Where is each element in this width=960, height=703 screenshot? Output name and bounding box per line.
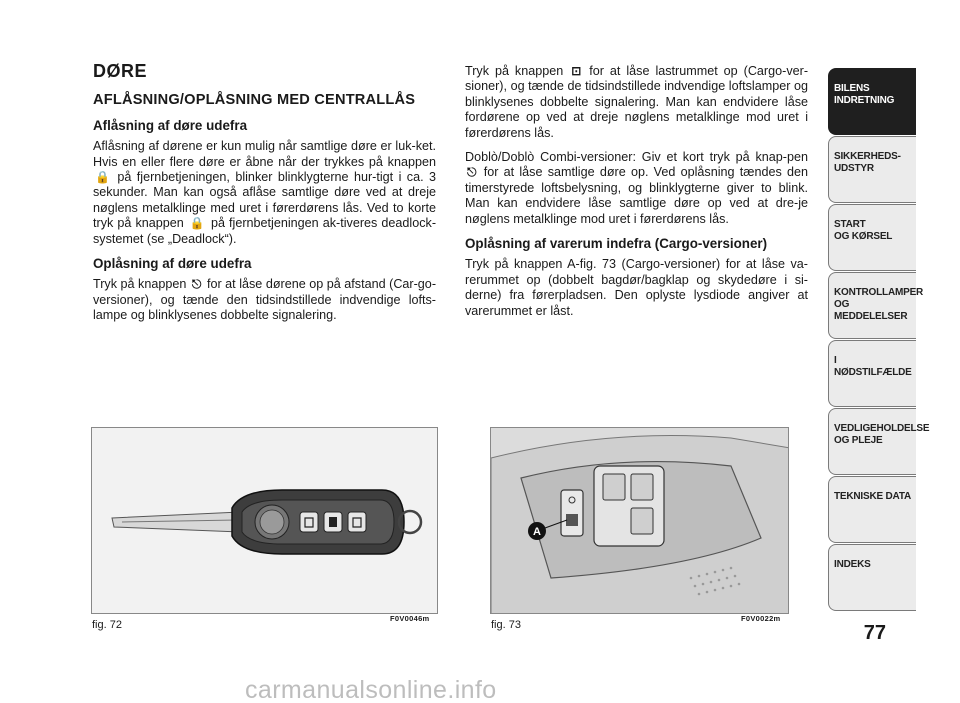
figure-73-code: F0V0022m (741, 614, 781, 623)
tab-kontrollamper[interactable]: KONTROLLAMPER OG MEDDELELSER (828, 272, 916, 339)
unlock-key-icon: ⎋ (467, 165, 477, 180)
figure-73-door-panel (490, 427, 789, 614)
tab-start-og-korsel[interactable]: START OG KØRSEL (828, 204, 916, 271)
paragraph-cargo-inside: Tryk på knappen A-fig. 73 (Cargo-versioner) for at låse va-rerummet op (dobbelt bagdør/bagklap og skydedøre i si-derne) fra førerpladsen. Den oplyste lysdiode angiver at varerummet er låst. (465, 257, 808, 318)
tab-vedligeholdelse[interactable]: VEDLIGEHOLDELSE OG PLEJE (828, 408, 916, 475)
figure-72-code: F0V0046m (390, 614, 430, 623)
paragraph-unlocking-outside: Tryk på knappen ⎋ for at låse dørene op på afstand (Car-go-versioner), og tænde den tidsindstillede indvendige lofts-lampe og blinklysenes dobbelte signalering. (93, 277, 437, 323)
heading-cargo-inside: Oplåsning af varerum indefra (Cargo-versioner) (465, 236, 768, 252)
paragraph-cargo-unlock: Tryk på knappen ⊡ for at låse lastrummet op (Cargo-ver-sioner), og tænde de tidsindstillede indvendige loftslamper og blinklysenes dobbelte signalering. Man kan endvidere låse fordørene op ved at dreje nøglens metalklinge mod uret i førerdørens lås. (465, 64, 809, 140)
tab-i-nodstilfaelde[interactable]: I NØDSTILFÆLDE (828, 340, 916, 407)
door-panel-illustration (491, 428, 789, 614)
callout-label-a: A (533, 526, 541, 538)
unlock-key-icon: ⎋ (191, 277, 202, 292)
watermark: carmanualsonline.info (245, 676, 497, 703)
figure-73-caption: fig. 73 (491, 619, 521, 631)
right-column (465, 64, 808, 328)
figure-72-key-fob (91, 427, 438, 614)
paragraph-locking-outside: Aflåsning af dørene er kun mulig når samtlige døre er luk-ket. Hvis en eller flere døre er åbne når der trykkes på knappen 🔒 på fjernbetjeningen, blinker blinklygterne hur-tigt i ca. 3 sekunder. Man kan også aflåse samtlige døre ved at dreje nøglens metalklinge med uret i førerdørens lås. Ved to korte tryk på knappen 🔒 på fjernbetjeningen ak-tiveres deadlock-systemet (se „Deadlock“). (93, 139, 437, 246)
chapter-tabs (828, 68, 930, 612)
heading-locking-outside: Aflåsning af døre udefra (93, 117, 248, 133)
left-column (93, 61, 437, 333)
section-subtitle: AFLÅSNING/OPLÅSNING MED CENTRALLÅS (93, 92, 416, 109)
figure-72-caption: fig. 72 (92, 619, 122, 631)
tab-indeks[interactable]: INDEKS (828, 544, 916, 611)
heading-unlocking-outside: Oplåsning af døre udefra (93, 256, 252, 272)
page-number: 77 (863, 622, 886, 644)
paragraph-doblo-unlock: Doblò/Doblò Combi-versioner: Giv et kort tryk på knap-pen ⎋ for at låse samtlige døre op. Ved oplåsning tændes den timerstyrede loftsbelysning, og blinklygterne giver to blink. Man kan endvidere låse samtlige døre op ved at dre-je nøglens metalklinge mod uret i førerdørens lås. (465, 150, 808, 226)
key-fob-illustration (92, 428, 438, 614)
tab-tekniske-data[interactable]: TEKNISKE DATA (828, 476, 916, 543)
lock-icon: 🔒 (189, 216, 205, 231)
tab-sikkerhedsudstyr[interactable]: SIKKERHEDS- UDSTYR (828, 136, 916, 203)
lock-icon: 🔒 (95, 170, 110, 185)
cargo-unlock-icon: ⊡ (571, 64, 582, 78)
tab-bilens-indretning[interactable]: BILENS INDRETNING (828, 68, 916, 135)
section-title: DØRE (93, 61, 148, 81)
